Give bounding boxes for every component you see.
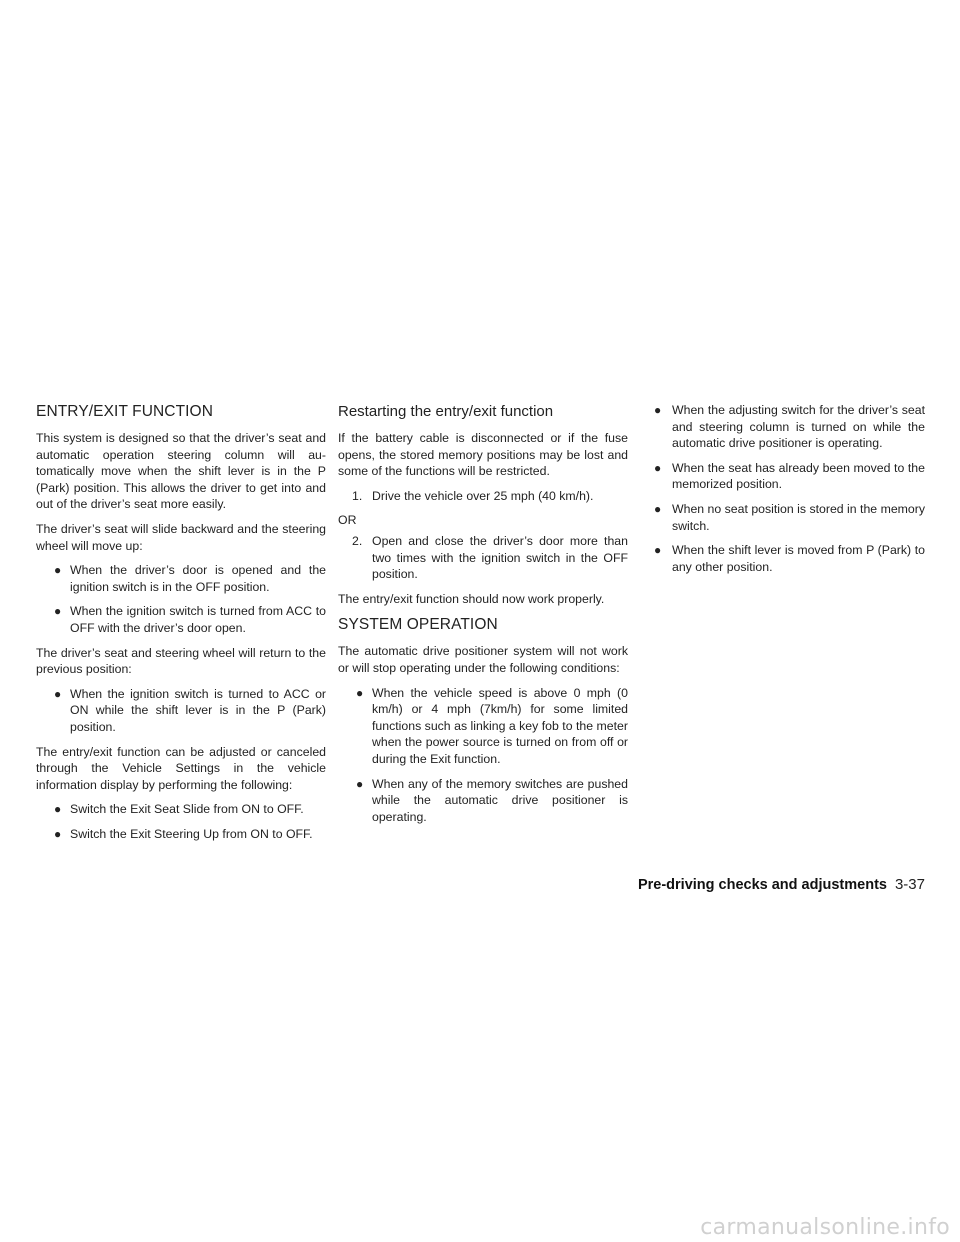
bullet-icon: ● <box>654 501 662 516</box>
step-list <box>338 533 628 583</box>
paragraph: The entry/exit function should now work properly. <box>338 591 605 606</box>
or-label: OR <box>338 513 357 528</box>
step-number: 2. <box>352 533 363 548</box>
step-number: 1. <box>352 488 363 503</box>
paragraph: The automatic drive positioner system will not work or will stop operating under the following conditions: <box>338 644 628 675</box>
entry-exit-heading: ENTRY/EXIT FUNCTION <box>36 403 214 420</box>
list-item: ● Switch the Exit Seat Slide from ON to OFF. <box>54 802 304 817</box>
middle-column <box>338 402 628 833</box>
page-number: 3-37 <box>894 876 925 893</box>
list-item: ● When the driver’s door is opened and the ignition switch is in the OFF position. <box>54 563 326 594</box>
step-item: 2. Open and close the driver’s door more than two times with the ignition switch in the OFF position. <box>352 533 628 582</box>
restarting-heading: Restarting the entry/exit function <box>338 403 554 420</box>
system-operation-heading: SYSTEM OPERATION <box>338 616 498 634</box>
bullet-list <box>36 801 326 842</box>
bullet-icon: ● <box>356 776 364 791</box>
bullet-icon: ● <box>54 826 62 841</box>
step-list <box>338 488 628 505</box>
list-item: ● When the seat has already been moved to the memorized position. <box>654 460 925 492</box>
bullet-icon: ● <box>654 403 662 417</box>
list-item: ● When no seat position is stored in the memory switch. <box>654 501 925 533</box>
list-item: ● When the vehicle speed is above 0 mph (0 km/h) or 4 mph (7km/h) for some limited functions such as linking a key fob to the meter when the power source is turned on from off or during the Exit function. <box>356 685 628 766</box>
list-item: ● When the shift lever is moved from P (Park) to any other position. <box>654 543 925 574</box>
bullet-icon: ● <box>54 802 62 817</box>
bullet-icon: ● <box>654 460 662 475</box>
bullet-icon: ● <box>54 686 62 701</box>
list-item: ● When the ignition switch is turned from ACC to OFF with the driver’s door open. <box>54 604 326 635</box>
bullet-icon: ● <box>54 604 62 619</box>
bullet-list <box>338 685 628 826</box>
section-title: Pre-driving checks and adjustments <box>637 877 887 893</box>
paragraph: If the battery cable is disconnected or if the fuse opens, the stored memory positions may be lost and some of the functions will be restricted. <box>338 431 628 479</box>
paragraph: This system is designed so that the driver’s seat and automatic operation steering column will automatically move when the shift lever is in the P (Park) position. This allows the driver to get into and out of the driver’s seat more easily. <box>36 431 326 512</box>
page-footer <box>638 876 925 893</box>
list-item: ● Switch the Exit Steering Up from ON to OFF. <box>54 826 313 841</box>
bullet-list <box>36 562 326 636</box>
bullet-icon: ● <box>356 685 364 700</box>
list-item: ● When the ignition switch is turned to ACC or ON while the shift lever is in the P (Park) position. <box>54 686 326 734</box>
bullet-list <box>640 402 925 575</box>
bullet-icon: ● <box>654 543 662 558</box>
paragraph: The entry/exit function can be adjusted or canceled through the Vehicle Settings in the vehicle information display by performing the following: <box>36 744 326 792</box>
watermark-text: carmanualsonline.info <box>700 1215 950 1240</box>
step-item: 1. Drive the vehicle over 25 mph (40 km/h). <box>352 488 594 503</box>
list-item: ● When the adjusting switch for the driver’s seat and steering column is turned on while the automatic drive positioner is operating. <box>654 403 925 451</box>
list-item: ● When any of the memory switches are pushed while the automatic drive positioner is operating. <box>356 776 628 824</box>
right-column <box>640 402 925 583</box>
bullet-icon: ● <box>54 563 62 578</box>
bullet-list <box>36 686 326 736</box>
left-column <box>36 402 326 850</box>
paragraph: The driver’s seat will slide backward and the steering wheel will move up: <box>36 521 326 553</box>
paragraph: The driver’s seat and steering wheel will return to the previous position: <box>36 645 326 677</box>
